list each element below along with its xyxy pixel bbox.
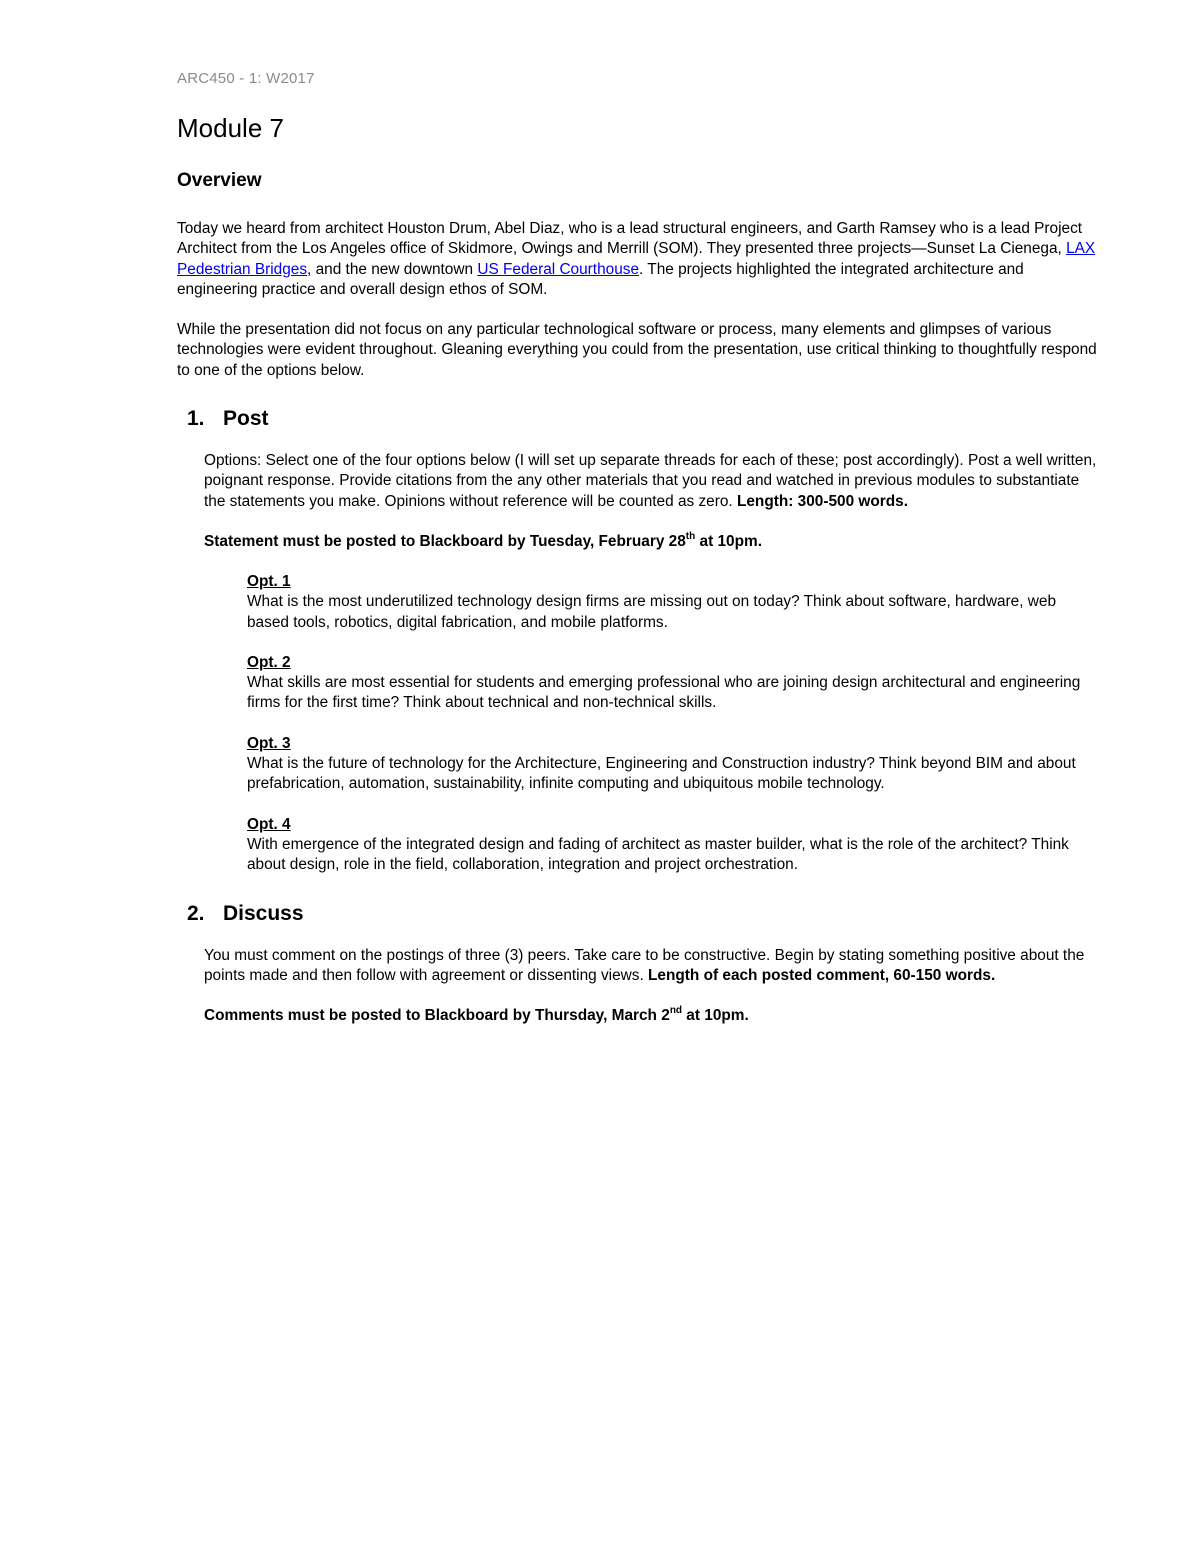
post-deadline-time: at 10pm. [695, 532, 762, 550]
option-3-label: Opt. 3 [247, 734, 291, 752]
post-length: Length: 300-500 words. [736, 492, 909, 510]
lax-pedestrian-bridges-link[interactable]: LAX Pedestrian Bridges [177, 240, 1096, 278]
overview-paragraph-2: While the presentation did not focus on any particular technological software or process, many elements and glimpses of various technologies were evident throughout. Gleaning everything you could from the presentation, use critical thinking to thoughtfully respond to one of the options below. [177, 321, 1097, 379]
option-3-text: What is the future of technology for the Architecture, Engineering and Construction industry? Think beyond BIM and about prefabrication, automation, sustainability, infinite computing and ubiquitous mobile technology. [247, 755, 1076, 793]
discuss-instructions [204, 946, 1097, 987]
option-4-label: Opt. 4 [247, 815, 291, 833]
course-code-header: ARC450 - 1: W2017 [177, 70, 315, 87]
discuss-section-body [204, 946, 1097, 1027]
overview-paragraph-1 [177, 219, 1097, 300]
discuss-length: Length of each posted comment, 60-150 words. [648, 966, 996, 984]
post-instructions-text: Options: Select one of the four options below (I will set up separate threads for each of these; post accordingly). Post a well written, poignant response. Provide citations from the any other materials that you read and watched in previous modules to substantiate the statements you make. Opinions without reference will be counted as zero. [204, 452, 1097, 510]
post-section-title: Post [223, 407, 269, 431]
discuss-deadline-suffix: nd [669, 1005, 683, 1017]
discuss-deadline-text: Comments must be posted to Blackboard by Thursday, March 2 [204, 1007, 670, 1025]
option-2 [247, 653, 1097, 714]
discuss-section-heading [187, 902, 1097, 926]
option-1-label: Opt. 1 [247, 572, 291, 590]
post-instructions [204, 451, 1097, 512]
option-1 [247, 572, 1097, 633]
discuss-section-number: 2. [187, 901, 205, 925]
post-section-number: 1. [187, 407, 205, 431]
post-deadline-text: Statement must be posted to Blackboard by Tuesday, February 28 [204, 532, 686, 550]
overview-heading: Overview [177, 170, 262, 192]
option-2-text: What skills are most essential for students and emerging professional who are joining design architectural and engineering firms for the first time? Think about technical and non-technical skills. [247, 674, 1081, 712]
discuss-instructions-text: You must comment on the postings of three (3) peers. Take care to be constructive. Begin by stating something positive about the points made and then follow with agreement or dissenting views. [204, 946, 1085, 984]
discuss-deadline [204, 1006, 1097, 1026]
document-page [177, 70, 1097, 1026]
post-deadline-suffix: th [685, 530, 696, 542]
post-section-body [204, 451, 1097, 875]
option-1-text: What is the most underutilized technology design firms are missing out on today? Think about software, hardware, web based tools, robotics, digital fabrication, and mobile platforms. [247, 593, 1057, 631]
us-federal-courthouse-link[interactable]: US Federal Courthouse [477, 260, 640, 278]
post-section-heading [187, 407, 1097, 431]
overview-text-c: . The projects highlighted the integrated architecture and engineering practice and overall design ethos of SOM. [177, 260, 1024, 298]
option-4 [247, 815, 1097, 876]
option-3 [247, 734, 1097, 795]
module-title: Module 7 [177, 113, 284, 143]
option-2-label: Opt. 2 [247, 653, 291, 671]
overview-text-a: Today we heard from architect Houston Drum, Abel Diaz, who is a lead structural engineers, and Garth Ramsey who is a lead Project Architect from the Los Angeles office of Skidmore, Owings and Merrill (SOM). They presented three projects—Sunset La Cienega, [177, 219, 1083, 258]
overview-text-b: , and the new downtown [307, 260, 478, 278]
discuss-deadline-time: at 10pm. [682, 1007, 749, 1025]
option-4-text: With emergence of the integrated design and fading of architect as master builder, what is the role of the architect? Think about design, role in the field, collaboration, integration and project orchestration. [247, 835, 1069, 874]
discuss-section-title: Discuss [223, 901, 304, 925]
post-deadline [204, 532, 1097, 552]
